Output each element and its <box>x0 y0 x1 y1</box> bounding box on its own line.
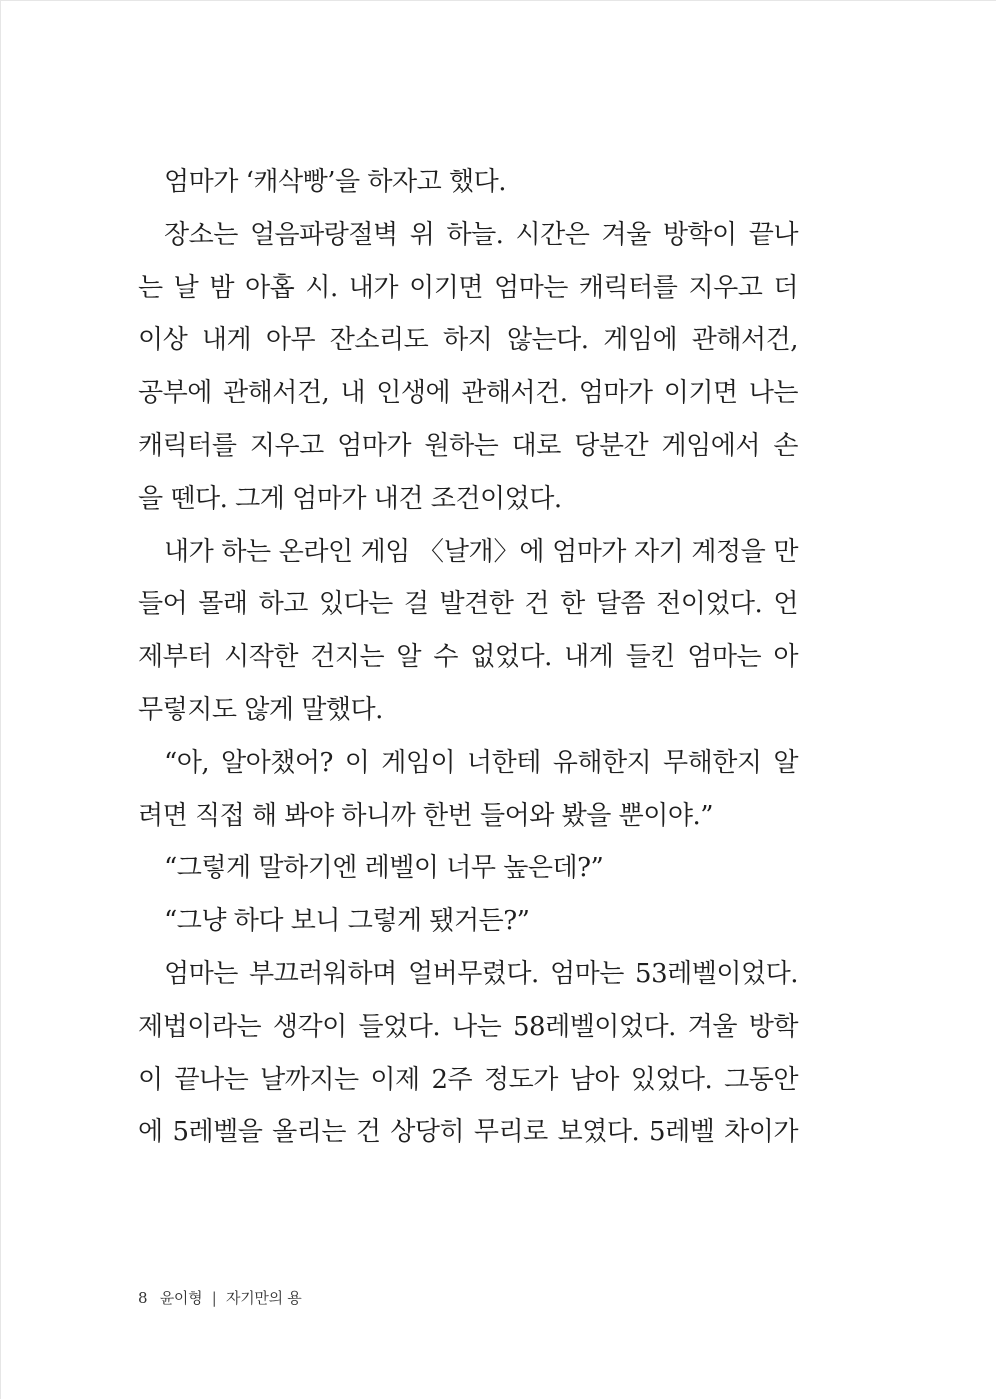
text-line: 제법이라는 생각이 들었다. 나는 58레벨이었다. 겨울 방학 <box>138 1011 798 1042</box>
text-line: 을 뗀다. 그게 엄마가 내건 조건이었다. <box>138 483 562 514</box>
text-line: 내가 하는 온라인 게임 〈날개〉에 엄마가 자기 계정을 만 <box>164 536 798 567</box>
footer-author: 윤이형 <box>159 1289 203 1307</box>
text-line: 캐릭터를 지우고 엄마가 원하는 대로 당분간 게임에서 손 <box>138 430 798 461</box>
text-line: “아, 알아챘어? 이 게임이 너한테 유해한지 무해한지 알 <box>164 747 798 778</box>
text-line: 엄마가 ‘캐삭빵’을 하자고 했다. <box>164 167 506 197</box>
body-text <box>138 156 798 1159</box>
text-line: “그렇게 말하기엔 레벨이 너무 높은데?” <box>164 853 604 884</box>
text-line: 에 5레벨을 올리는 건 상당히 무리로 보였다. 5레벨 차이가 <box>138 1117 798 1148</box>
page-footer <box>138 1287 301 1308</box>
text-line: 이상 내게 아무 잔소리도 하지 않는다. 게임에 관해서건, <box>138 325 798 356</box>
text-line: 이 끝나는 날까지는 이제 2주 정도가 남아 있었다. 그동안 <box>138 1064 798 1095</box>
footer-book-title: 자기만의 용 <box>226 1289 302 1307</box>
footer-separator: | <box>211 1289 217 1307</box>
text-line: 는 날 밤 아홉 시. 내가 이기면 엄마는 캐릭터를 지우고 더 <box>138 272 798 303</box>
text-line: 공부에 관해서건, 내 인생에 관해서건. 엄마가 이기면 나는 <box>138 378 798 409</box>
text-line: 려면 직접 해 봐야 하니까 한번 들어와 봤을 뿐이야.” <box>138 800 713 831</box>
text-line: 제부터 시작한 건지는 알 수 없었다. 내게 들킨 엄마는 아 <box>138 642 798 673</box>
text-line: 들어 몰래 하고 있다는 걸 발견한 건 한 달쯤 전이었다. 언 <box>138 589 798 620</box>
text-line: 무렇지도 않게 말했다. <box>138 694 383 725</box>
text-line: 장소는 얼음파랑절벽 위 하늘. 시간은 겨울 방학이 끝나 <box>164 219 798 250</box>
page-number: 8 <box>138 1289 148 1307</box>
text-line: “그냥 하다 보니 그렇게 됐거든?” <box>164 906 530 937</box>
text-line: 엄마는 부끄러워하며 얼버무렸다. 엄마는 53레벨이었다. <box>164 958 798 989</box>
